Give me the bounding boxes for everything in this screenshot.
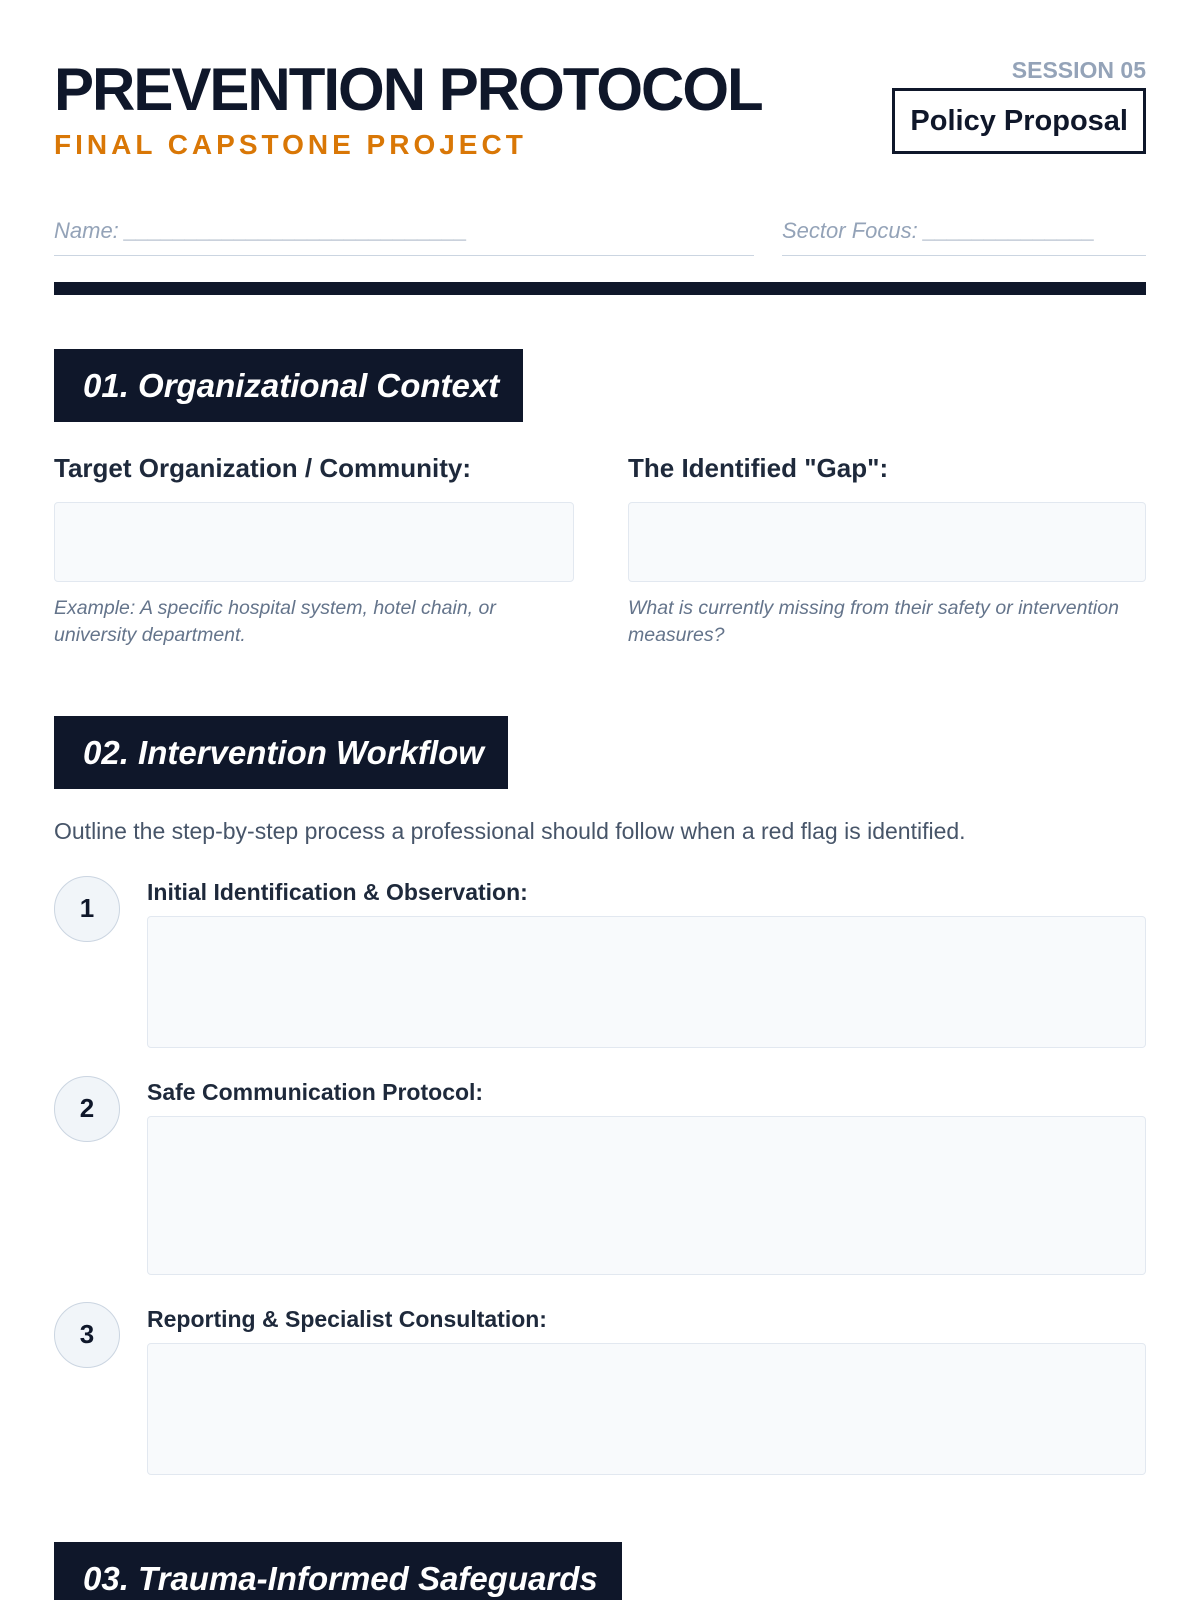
identified-gap-label: The Identified "Gap":	[628, 453, 889, 483]
step-number-badge: 3	[54, 1302, 120, 1368]
step-3-input[interactable]	[147, 1343, 1146, 1475]
target-organization-hint: Example: A specific hospital system, hotel chain, or university department.	[54, 597, 496, 646]
step-2-input[interactable]	[147, 1116, 1146, 1275]
document-type-badge: Policy Proposal	[892, 88, 1146, 154]
worksheet-page	[54, 0, 1146, 1600]
sector-focus-field[interactable]: Sector Focus: ______________	[782, 214, 1146, 256]
step-1-input[interactable]	[147, 916, 1146, 1048]
target-organization-input[interactable]	[54, 502, 574, 582]
header-divider	[54, 282, 1146, 295]
name-field[interactable]: Name: ____________________________	[54, 214, 754, 256]
page-header	[54, 56, 1146, 166]
workflow-intro-text: Outline the step-by-step process a professional should follow when a red flag is identified.	[54, 818, 966, 844]
target-organization-label: Target Organization / Community:	[54, 453, 471, 483]
step-number-badge: 1	[54, 876, 120, 942]
page-subtitle: FINAL CAPSTONE PROJECT	[54, 129, 527, 160]
page-title: PREVENTION PROTOCOL	[54, 56, 762, 123]
step-label: Initial Identification & Observation:	[147, 879, 528, 905]
section-header-intervention-workflow: 02. Intervention Workflow	[54, 716, 508, 789]
step-number-badge: 2	[54, 1076, 120, 1142]
step-label: Reporting & Specialist Consultation:	[147, 1306, 547, 1332]
section-header-organizational-context: 01. Organizational Context	[54, 349, 523, 422]
section-header-trauma-informed-safeguards: 03. Trauma-Informed Safeguards	[54, 1542, 622, 1600]
session-label: SESSION 05	[1011, 57, 1146, 83]
identified-gap-hint: What is currently missing from their safety or intervention measures?	[628, 597, 1119, 646]
step-label: Safe Communication Protocol:	[147, 1079, 484, 1105]
identified-gap-input[interactable]	[628, 502, 1146, 582]
